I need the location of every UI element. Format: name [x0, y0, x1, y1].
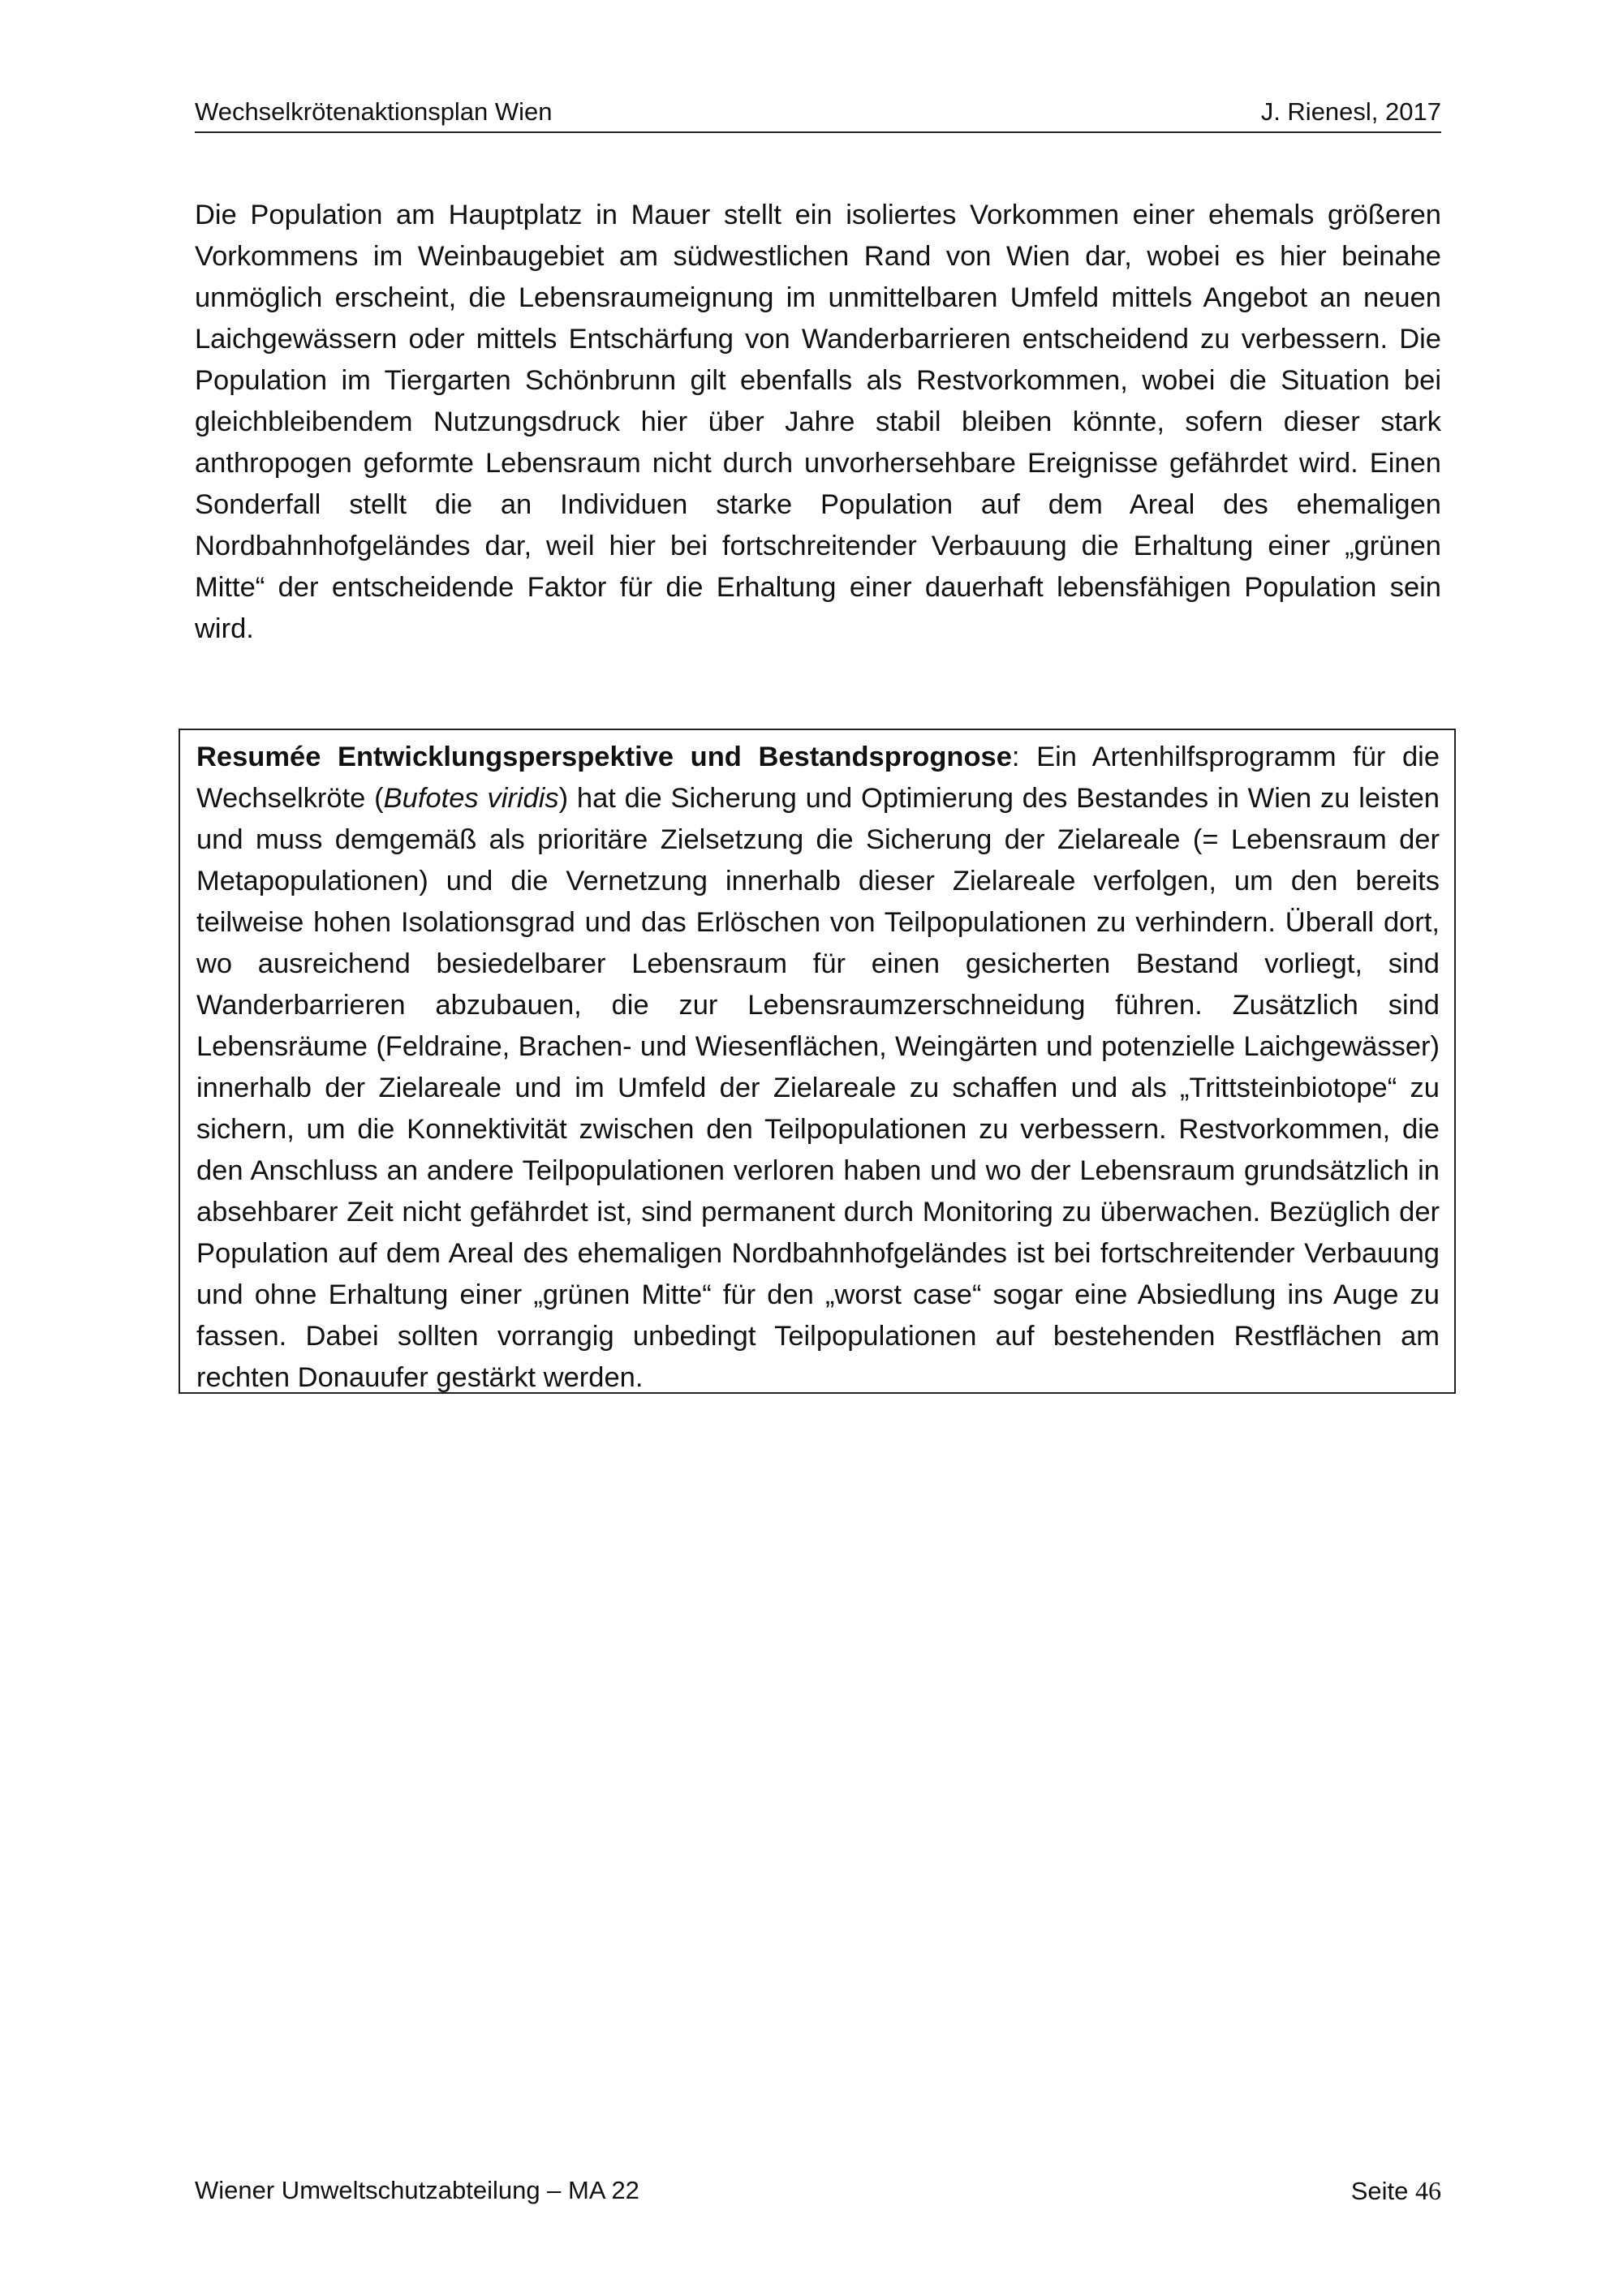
page-header [195, 94, 1441, 133]
species-name: Bufotes viridis [383, 783, 559, 814]
header-title: Wechselkrötenaktionsplan Wien [195, 97, 553, 126]
footer-page-number: 46 [1415, 2176, 1441, 2205]
summary-box [179, 729, 1456, 1394]
summary-part-1: : Ein Artenhilfsprogramm für die Wechselkröte ( [196, 742, 1440, 814]
footer-page-label: Seite [1350, 2177, 1409, 2205]
footer-organization: Wiener Umweltschutzabteilung – MA 22 [195, 2176, 639, 2204]
header-author: J. Rienesl, 2017 [1260, 97, 1441, 126]
page-footer [195, 2176, 1441, 2213]
summary-part-2: ) hat die Sicherung und Optimierung des Bestandes in Wien zu leisten und muss demgemäß als prioritäre Zielsetzung die Sicherung der Zielareale (= Lebensraum der Metapopulationen) und die Vernetzung innerhalb dieser Zielareale verfolgen, um den bereits teilweise hohen Isolationsgrad und das Erlöschen von Teilpopulationen zu verhindern. Überall dort, wo ausreichend besiedelbarer Lebensraum für einen gesicherten Bestand vorliegt, sind Wanderbarrieren abzubauen, die zur Lebensraumzerschneidung führen. Zusätzlich sind Lebensräume (Feldraine, Brachen- und Wiesenflächen, Weingärten und potenzielle Laichgewässer) innerhalb der Zielareale und im Umfeld der Zielareale zu schaffen und als „Trittsteinbiotope“ zu sichern, um die Konnektivität zwischen den Teilpopulationen zu verbessern. Restvorkommen, die den Anschluss an andere Teilpopulationen verloren haben und wo der Lebensraum grundsätzlich in absehbarer Zeit nicht gefährdet ist, sind permanent durch Monitoring zu überwachen. Bezüglich der Population auf dem Areal des ehemaligen Nordbahnhofgeländes ist bei fortschreitender Verbauung und ohne Erhaltung einer „grünen Mitte“ für den „worst case“ sogar eine Absiedlung ins Auge zu fassen. Dabei sollten vorrangig unbedingt Teilpopulationen auf bestehenden Restflächen am rechten Donauufer gestärkt werden. [196, 783, 1440, 1393]
summary-text [196, 737, 1440, 1399]
footer-page [1351, 2176, 1441, 2206]
summary-heading: Resumée Entwicklungsperspektive und Bestandsprognose [196, 742, 1012, 772]
body-paragraph: Die Population am Hauptplatz in Mauer stellt ein isoliertes Vorkommen einer ehemals größeren Vorkommens im Weinbaugebiet am südwestlichen Rand von Wien dar, wobei es hier beinahe unmöglich erscheint, die Lebensraumeignung im unmittelbaren Umfeld mittels Angebot an neuen Laichgewässern oder mittels Entschärfung von Wanderbarrieren entscheidend zu verbessern. Die Population im Tiergarten Schönbrunn gilt ebenfalls als Restvorkommen, wobei die Situation bei gleichbleibendem Nutzungsdruck hier über Jahre stabil bleiben könnte, sofern dieser stark anthropogen geformte Lebensraum nicht durch unvorhersehbare Ereignisse gefährdet wird. Einen Sonderfall stellt die an Individuen starke Population auf dem Areal des ehemaligen Nordbahnhofgeländes dar, weil hier bei fortschreitender Verbauung die Erhaltung einer „grünen Mitte“ der entscheidende Faktor für die Erhaltung einer dauerhaft lebensfähigen Population sein wird. [195, 200, 1441, 644]
